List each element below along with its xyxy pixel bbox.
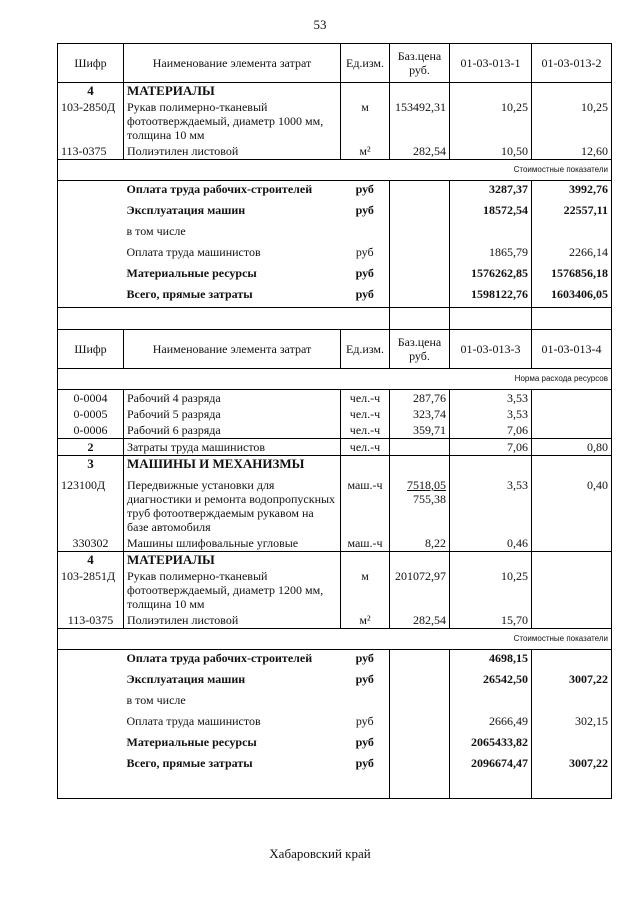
row-value-1: 3,53: [450, 472, 532, 535]
table-row: [58, 422, 612, 439]
row-price: 153492,31: [390, 99, 450, 143]
summary-unit: руб: [355, 714, 374, 728]
summary-name: Материальные ресурсы: [126, 735, 257, 749]
header-col3: 01-03-013-3: [450, 330, 532, 369]
summary-value-1: 4698,15: [450, 650, 532, 672]
summary-unit: руб: [355, 203, 374, 217]
summary-row: [58, 713, 612, 734]
row-name: Передвижные установки для диагностики и ремонта водопропускных труб фотоотверждаемым рукавом на базе автомобиля: [124, 472, 341, 535]
row-code: 0-0004: [58, 390, 124, 407]
summary-row: [58, 181, 612, 203]
summary-name: в том числе: [126, 693, 186, 707]
row-unit: маш.-ч: [341, 535, 390, 552]
summary-row: [58, 223, 612, 244]
row-unit: м²: [341, 143, 390, 160]
row-price: 287,76: [390, 390, 450, 407]
section-title: МАТЕРИАЛЫ: [124, 83, 341, 100]
summary-unit: руб: [355, 266, 374, 280]
summary-unit: руб: [355, 245, 374, 259]
row-value-1: 10,50: [450, 143, 532, 160]
cost-table-1: [57, 43, 612, 330]
row-unit: м: [341, 99, 390, 143]
summary-unit: руб: [355, 756, 374, 770]
summary-name: Всего, прямые затраты: [126, 756, 253, 770]
summary-value-1: 2065433,82: [450, 734, 532, 755]
summary-row: [58, 734, 612, 755]
summary-row: [58, 202, 612, 223]
summary-row: [58, 692, 612, 713]
row-name: Рукав полимерно-тканевый фотоотверждаемый, диаметр 1200 мм, толщина 10 мм: [124, 568, 341, 612]
summary-name: Оплата труда машинистов: [126, 714, 261, 728]
page-number: 53: [313, 17, 327, 32]
summary-value-1: 18572,54: [450, 202, 532, 223]
summary-value-1: 2666,49: [450, 713, 532, 734]
row-code: 113-0375: [58, 612, 124, 629]
table-header-row: [58, 330, 612, 369]
row-value-1: 10,25: [450, 568, 532, 612]
section-title: МАШИНЫ И МЕХАНИЗМЫ: [124, 456, 341, 473]
row-name: Машины шлифовальные угловые: [124, 535, 341, 552]
summary-value-2: 1603406,05: [532, 286, 612, 308]
header-price: Баз.цена руб.: [390, 44, 450, 83]
norm-label: Норма расхода ресурсов: [58, 369, 612, 390]
table-row: [58, 390, 612, 407]
summary-row: [58, 286, 612, 308]
summary-row: [58, 265, 612, 286]
row-name: Затраты труда машинистов: [124, 439, 341, 456]
row-unit: чел.-ч: [341, 439, 390, 456]
row-value-2: [532, 422, 612, 439]
summary-unit: руб: [355, 735, 374, 749]
row-value-2: [532, 390, 612, 407]
summary-value-2: 3992,76: [532, 181, 612, 203]
summary-value-2: 2266,14: [532, 244, 612, 265]
summary-name: Всего, прямые затраты: [124, 286, 341, 308]
summary-value-1: 2096674,47: [450, 755, 532, 776]
summary-value-2: 3007,22: [532, 755, 612, 776]
section-number: 4: [58, 83, 124, 100]
header-unit: Ед.изм.: [341, 330, 390, 369]
table-row: [58, 535, 612, 552]
row-price: 8,22: [390, 535, 450, 552]
section-row: [58, 83, 612, 100]
table-row: [58, 99, 612, 143]
section-number: 3: [58, 456, 124, 473]
row-value-2: 0,80: [532, 439, 612, 456]
row-price: 201072,97: [390, 568, 450, 612]
header-col4: 01-03-013-4: [532, 330, 612, 369]
header-col1: 01-03-013-1: [450, 44, 532, 83]
summary-unit: руб: [341, 181, 390, 203]
summary-value-2: 22557,11: [532, 202, 612, 223]
price-main: 7518,05: [407, 478, 446, 492]
summary-value-1: 1576262,85: [450, 265, 532, 286]
row-value-1: 7,06: [450, 422, 532, 439]
row-name: Рабочий 4 разряда: [124, 390, 341, 407]
summary-value-1: 1598122,76: [450, 286, 532, 308]
summary-row: [58, 244, 612, 265]
row-value-2: [532, 612, 612, 629]
summary-value-1: 26542,50: [450, 671, 532, 692]
row-unit: м: [341, 568, 390, 612]
header-unit: Ед.изм.: [341, 44, 390, 83]
row-price: [390, 472, 450, 535]
row-name: Полиэтилен листовой: [124, 612, 341, 629]
row-code: 330302: [58, 535, 124, 552]
row-value-2: [532, 535, 612, 552]
summary-value-2: [532, 650, 612, 672]
row-unit: чел.-ч: [341, 422, 390, 439]
row-value-2: [532, 568, 612, 612]
summary-row: [58, 755, 612, 776]
table-row: [58, 143, 612, 160]
row-value-1: 10,25: [450, 99, 532, 143]
summary-row: [58, 650, 612, 672]
section-row: [58, 552, 612, 569]
table-row: [58, 439, 612, 456]
section-number: 4: [58, 552, 124, 569]
section-title: МАТЕРИАЛЫ: [124, 552, 341, 569]
summary-value-1: 3287,37: [450, 181, 532, 203]
table-row: [58, 612, 612, 629]
row-name: Рукав полимерно-тканевый фотоотверждаемый, диаметр 1000 мм, толщина 10 мм: [124, 99, 341, 143]
row-value-1: 3,53: [450, 406, 532, 422]
summary-unit: руб: [341, 650, 390, 672]
row-value-1: 7,06: [450, 439, 532, 456]
summary-value-2: 1576856,18: [532, 265, 612, 286]
row-name: Рабочий 6 разряда: [124, 422, 341, 439]
table-row: [58, 406, 612, 422]
summary-value-2: [532, 734, 612, 755]
summary-value-2: 302,15: [532, 713, 612, 734]
row-price: 323,74: [390, 406, 450, 422]
cost-table-2: [57, 329, 612, 799]
row-code: 2: [58, 439, 124, 456]
row-price: 282,54: [390, 612, 450, 629]
row-code: 103-2850Д: [58, 99, 124, 143]
row-value-2: 12,60: [532, 143, 612, 160]
row-unit: маш.-ч: [341, 472, 390, 535]
header-price: Баз.цена руб.: [390, 330, 450, 369]
price-secondary: 755,38: [413, 492, 446, 506]
row-code: 113-0375: [58, 143, 124, 160]
row-value-2: 0,40: [532, 472, 612, 535]
summary-row: [58, 671, 612, 692]
summary-name: Оплата труда машинистов: [126, 245, 261, 259]
indicators-label: Стоимостные показатели: [58, 629, 612, 650]
summary-name: Эксплуатация машин: [126, 672, 246, 686]
row-name: Полиэтилен листовой: [124, 143, 341, 160]
table-header-row: [58, 44, 612, 83]
row-unit: м²: [341, 612, 390, 629]
row-unit: чел.-ч: [341, 406, 390, 422]
row-price: 282,54: [390, 143, 450, 160]
row-unit: чел.-ч: [341, 390, 390, 407]
header-name: Наименование элемента затрат: [124, 330, 341, 369]
summary-name: Оплата труда рабочих-строителей: [124, 181, 341, 203]
summary-value-1: 1865,79: [450, 244, 532, 265]
table-row: [58, 472, 612, 535]
row-code: 0-0006: [58, 422, 124, 439]
row-value-1: 0,46: [450, 535, 532, 552]
row-value-1: 3,53: [450, 390, 532, 407]
summary-unit: руб: [355, 672, 374, 686]
summary-name: Оплата труда рабочих-строителей: [124, 650, 341, 672]
summary-unit: руб: [341, 286, 390, 308]
table-row: [58, 568, 612, 612]
header-name: Наименование элемента затрат: [124, 44, 341, 83]
row-name: Рабочий 5 разряда: [124, 406, 341, 422]
header-col2: 01-03-013-2: [532, 44, 612, 83]
row-code: 123100Д: [58, 472, 124, 535]
indicators-label: Стоимостные показатели: [58, 160, 612, 181]
row-value-1: 15,70: [450, 612, 532, 629]
row-value-2: 10,25: [532, 99, 612, 143]
row-code: 103-2851Д: [58, 568, 124, 612]
summary-name: в том числе: [126, 224, 186, 238]
header-code: Шифр: [58, 330, 124, 369]
row-value-2: [532, 406, 612, 422]
page-footer: Хабаровский край: [269, 846, 371, 861]
header-code: Шифр: [58, 44, 124, 83]
summary-value-2: 3007,22: [532, 671, 612, 692]
summary-name: Материальные ресурсы: [126, 266, 257, 280]
row-price: 359,71: [390, 422, 450, 439]
row-code: 0-0005: [58, 406, 124, 422]
section-row: [58, 456, 612, 473]
summary-name: Эксплуатация машин: [126, 203, 246, 217]
